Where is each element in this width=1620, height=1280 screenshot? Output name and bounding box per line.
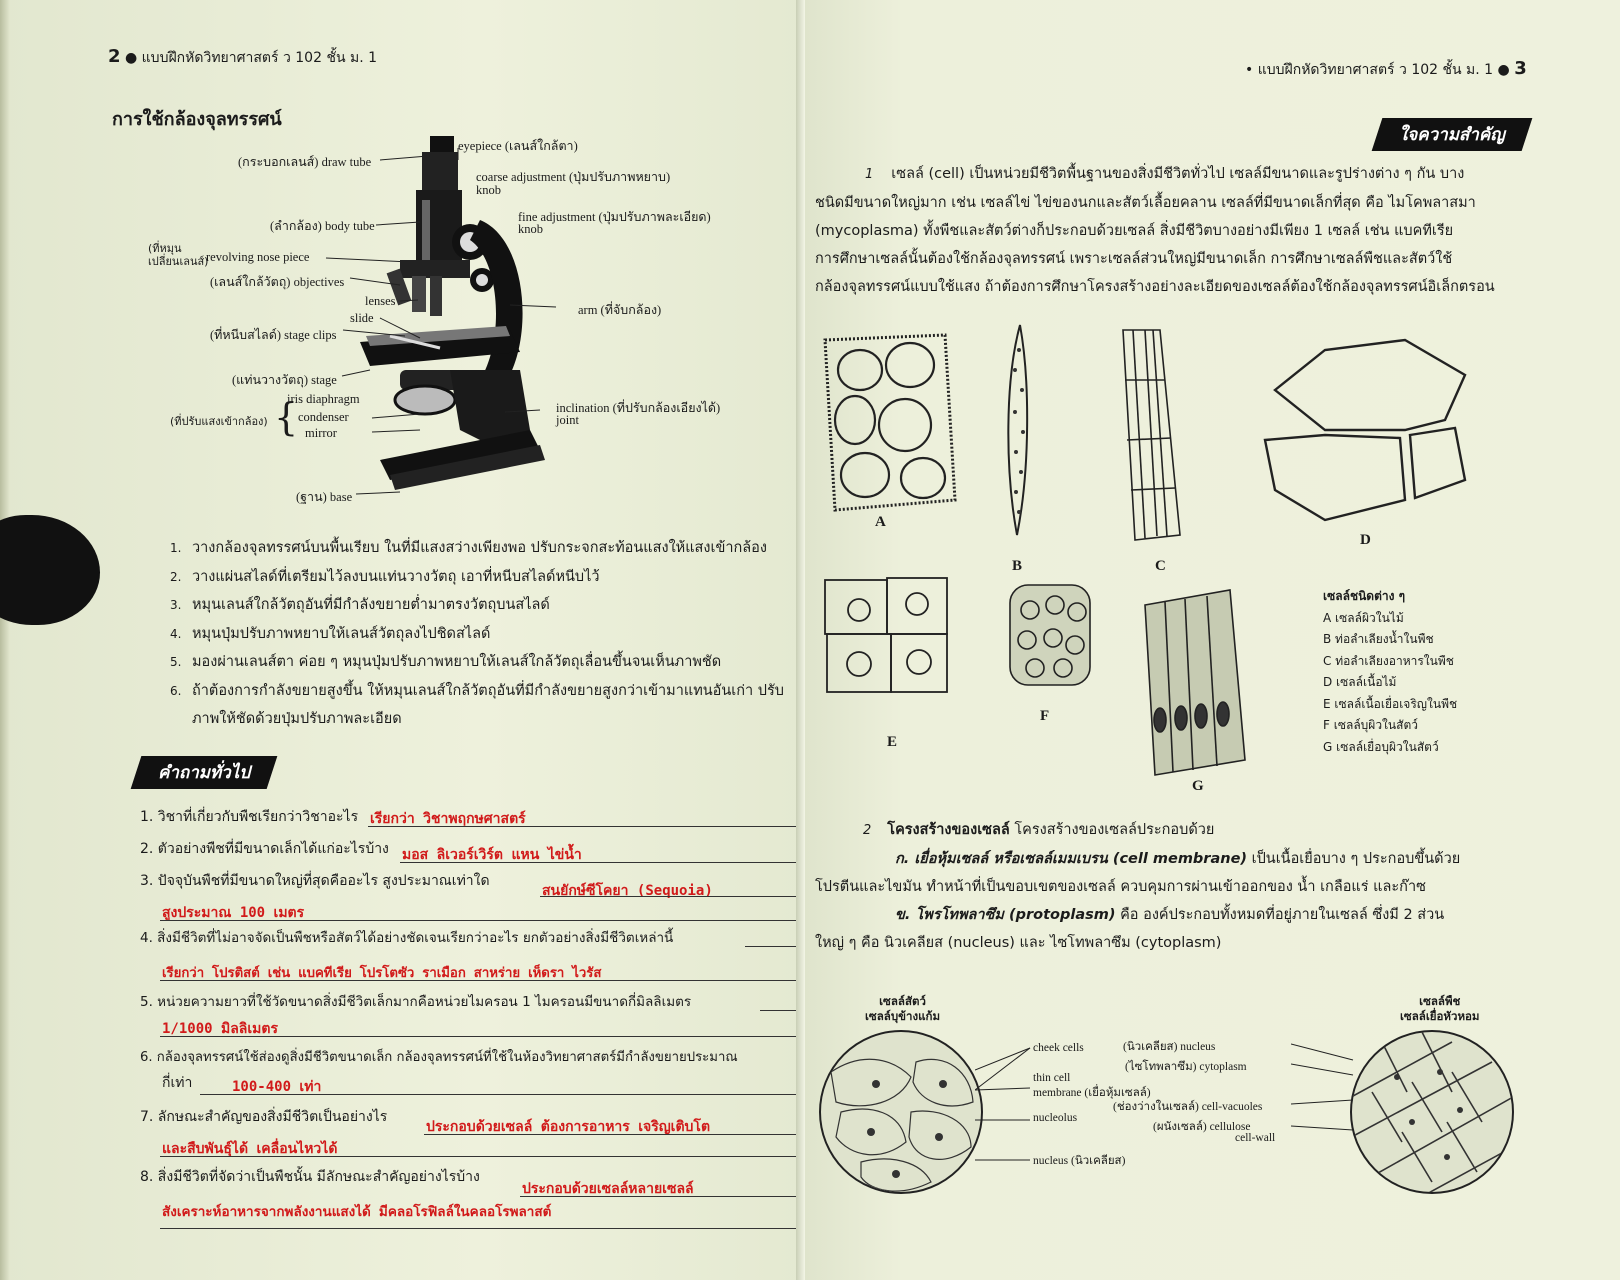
- point-1-line: (mycoplasma) ทั้งพืชและสัตว์ต่างก็ประกอบด้วยเซลล์ สิ่งมีชีวิตบางอย่างมีเพียง 1 เซลล์ เช่น แบคทีเรีย: [815, 223, 1454, 239]
- point-2a-line: [815, 845, 1610, 873]
- question-3: 3. ปัจจุบันพืชที่มีขนาดใหญ่ที่สุดคืออะไร สูงประมาณเท่าใด: [140, 873, 490, 889]
- cell-letter-b: B: [1012, 558, 1023, 574]
- label-arm: arm (ที่จับกล้อง): [578, 303, 662, 317]
- point-2b-head: ข. โพรโทพลาซึม (protoplasm): [895, 907, 1116, 923]
- answer-7b: และสืบพันธุ์ได้ เคลื่อนไหวได้: [162, 1141, 338, 1157]
- label-lenses: lenses: [365, 294, 396, 308]
- answer-line: [424, 1134, 800, 1135]
- label-stage-clips: (ที่หนีบสไลด์) stage clips: [210, 328, 337, 342]
- cell-illustration-e: [825, 578, 947, 692]
- cell-illustration-a: [825, 335, 955, 510]
- answer-2: มอส ลิเวอร์เวิร์ต แหน ไข่น้ำ: [402, 847, 582, 863]
- label-cheek-cells: cheek cells: [1033, 1042, 1084, 1054]
- label-thin-cell: thin cell: [1033, 1072, 1071, 1084]
- cell-letter-g: G: [1192, 778, 1204, 794]
- question-5: 5. หน่วยความยาวที่ใช้วัดขนาดสิ่งมีชีวิตเล็กมากคือหน่วยไมครอน 1 ไมครอนมีขนาดกี่มิลลิเมตร: [140, 994, 692, 1010]
- answer-1: เรียกว่า วิชาพฤกษศาสตร์: [370, 811, 526, 827]
- answer-7a: ประกอบด้วยเซลล์ ต้องการอาหาร เจริญเติบโต: [426, 1119, 711, 1135]
- answer-3a: สนยักษ์ซีโคยา (Sequoia): [542, 883, 713, 899]
- label-body-tube: (ลำกล้อง) body tube: [270, 219, 375, 233]
- legend-item: D เซลล์เนื้อไม้: [1323, 675, 1397, 689]
- question-6: 6. กล้องจุลทรรศน์ใช้ส่องดูสิ่งมีชีวิตขนาดเล็ก กล้องจุลทรรศน์ที่ใช้ในห้องวิทยาศาสตร์มีกำลังขยายประมาณ: [140, 1050, 738, 1065]
- step-item: 5. มองผ่านเลนส์ตา ค่อย ๆ หมุนปุ่มปรับภาพหยาบให้เลนส์ใกล้วัตถุเลื่อนขึ้นจนเห็นภาพชัด: [170, 654, 722, 670]
- label-revolving-nosepiece: revolving nose piece: [206, 250, 310, 264]
- answer-line: [160, 920, 800, 921]
- legend-item: B ท่อลำเลียงน้ำในพืช: [1323, 632, 1434, 646]
- label-coarse-adjustment: coarse adjustment (ปุ่มปรับภาพหยาบ): [476, 170, 671, 184]
- left-page-number: 2: [108, 46, 121, 67]
- point-2b-line: [815, 901, 1610, 929]
- point-1-line: 1 เซลล์ (cell) เป็นหน่วยมีชีวิตพื้นฐานของสิ่งมีชีวิตทั่วไป เซลล์มีขนาดและรูปร่างต่าง ๆ กัน บาง: [865, 166, 1465, 182]
- point-1-number: 1: [865, 167, 874, 182]
- label-fine-knob: knob: [518, 222, 543, 236]
- point-2-line: [815, 816, 1610, 845]
- right-page: [805, 0, 1620, 1280]
- legend-item: A เซลล์ผิวในไม้: [1323, 610, 1404, 625]
- cell-illustration-b: [1008, 325, 1027, 535]
- label-iris-diaphragm: iris diaphragm: [287, 392, 360, 406]
- point-2b-text: คือ องค์ประกอบทั้งหมดที่อยู่ภายในเซลล์ ซึ่งมี 2 ส่วน: [1120, 907, 1445, 923]
- answer-line: [160, 1156, 800, 1157]
- cell-letter-a: A: [875, 514, 886, 530]
- point-2-paragraph: [815, 816, 1610, 957]
- cell-letter-c: C: [1155, 558, 1166, 574]
- animal-cell-title: เซลล์สัตว์: [879, 994, 926, 1008]
- label-cellulose: (ผนังเซลล์) cellulose: [1153, 1121, 1251, 1133]
- right-header: [1245, 58, 1527, 81]
- point-2-number: 2: [863, 823, 872, 838]
- label-membrane: membrane (เยื่อหุ้มเซลล์): [1033, 1087, 1151, 1099]
- label-cell-vacuoles: (ช่องว่างในเซลล์) cell-vacuoles: [1113, 1101, 1263, 1113]
- answer-line: [368, 826, 800, 827]
- label-slide: slide: [350, 311, 374, 325]
- left-page: [0, 0, 805, 1280]
- point-2-text: โครงสร้างของเซลล์ประกอบด้วย: [1014, 822, 1215, 838]
- answer-line: [540, 896, 800, 897]
- label-stage: (แท่นวางวัตถุ) stage: [232, 373, 337, 387]
- point-2a-text: เป็นเนื้อเยื่อบาง ๆ ประกอบขึ้นด้วย: [1251, 851, 1461, 867]
- cell-letter-f: F: [1040, 708, 1050, 724]
- answer-8a: ประกอบด้วยเซลล์หลายเซลล์: [522, 1181, 694, 1197]
- question-1: 1. วิชาที่เกี่ยวกับพืชเรียกว่าวิชาอะไร: [140, 809, 359, 825]
- point-2-title: โครงสร้างของเซลล์: [887, 822, 1010, 838]
- question-8: 8. สิ่งมีชีวิตที่จัดว่าเป็นพืชนั้น มีลักษณะสำคัญอย่างไรบ้าง: [140, 1169, 480, 1185]
- label-fine-adjustment: fine adjustment (ปุ่มปรับภาพละเอียด): [518, 210, 711, 224]
- step-continuation: ภาพให้ชัดด้วยปุ่มปรับภาพละเอียด: [192, 711, 402, 727]
- label-joint: joint: [556, 413, 579, 427]
- plant-cell-subtitle: เซลล์เยื่อหัวหอม: [1400, 1009, 1480, 1023]
- label-cell-wall: cell-wall: [1235, 1132, 1276, 1144]
- plant-cell-title: เซลล์พืช: [1419, 994, 1461, 1008]
- legend-item: G เซลล์เยื่อบุผิวในสัตว์: [1323, 739, 1439, 754]
- label-plant-nucleus: (นิวเคลียส) nucleus: [1123, 1041, 1216, 1053]
- point-2b-line2: ใหญ่ ๆ คือ นิวเคลียส (nucleus) และ ไซโทพลาซึม (cytoplasm): [815, 935, 1222, 951]
- answer-8b: สังเคราะห์อาหารจากพลังงานแสงได้ มีคลอโรฟิลล์ในคลอโรพลาสต์: [162, 1204, 552, 1220]
- step-item: 2. วางแผ่นสไลด์ที่เตรียมไว้ลงบนแท่นวางวัตถุ เอาที่หนีบสไลด์หนีบไว้: [170, 568, 600, 585]
- question-4: 4. สิ่งมีชีวิตที่ไม่อาจจัดเป็นพืชหรือสัตว์ได้อย่างชัดเจนเรียกว่าอะไร ยกตัวอย่างสิ่งมีชีวิตเหล่านี้: [140, 930, 674, 946]
- point-1-line: การศึกษาเซลล์นั้นต้องใช้กล้องจุลทรรศน์ เพราะเซลล์ส่วนใหญ่มีขนาดเล็ก การศึกษาเซลล์พืชและสัตว์ใช้: [815, 251, 1453, 267]
- question-7: 7. ลักษณะสำคัญของสิ่งมีชีวิตเป็นอย่างไร: [140, 1109, 388, 1125]
- section-title: การใช้กล้องจุลทรรศน์: [112, 109, 282, 130]
- answer-line: [745, 946, 800, 947]
- answer-4: เรียกว่า โปรติสต์ เช่น แบคทีเรีย โปรโตซัว ราเมือก สาหร่าย เห็ดรา ไวรัส: [162, 966, 602, 981]
- question-2: 2. ตัวอย่างพืชที่มีขนาดเล็กได้แก่อะไรบ้าง: [140, 841, 389, 857]
- answer-line: [160, 1228, 800, 1229]
- label-cytoplasm: (ไซโทพลาซึม) cytoplasm: [1125, 1061, 1247, 1073]
- point-1-paragraph: [815, 160, 1610, 301]
- thumb-shadow: [0, 515, 100, 625]
- key-points-tag: ใจความสำคัญ: [1372, 118, 1532, 151]
- answer-line: [520, 1196, 800, 1197]
- plant-cells-drawing: [1352, 1032, 1512, 1192]
- cell-types-illustration: [805, 320, 1620, 790]
- legend-item: E เซลล์เนื้อเยื่อเจริญในพืช: [1323, 696, 1458, 711]
- point-2a-head: ก. เยื่อหุ้มเซลล์ หรือเซลล์เมมเบรน (cell membrane): [895, 851, 1248, 867]
- right-book-title: แบบฝึกหัดวิทยาศาสตร์ ว 102 ชั้น ม. 1: [1257, 62, 1494, 78]
- bullet-icon: ●: [124, 50, 138, 66]
- plant-cell-diagram: [1350, 1030, 1514, 1194]
- cell-letter-e: E: [887, 734, 898, 750]
- usage-steps: [170, 536, 784, 730]
- label-inclination: inclination (ที่ปรับกล้องเอียงได้): [556, 401, 721, 415]
- answer-line: [160, 1036, 800, 1037]
- brace-icon: {: [274, 395, 299, 439]
- legend-item: F เซลล์บุผิวในสัตว์: [1323, 718, 1418, 732]
- label-light-thai: (ที่ปรับแสงเข้ากล้อง): [170, 415, 268, 428]
- answer-line: [400, 862, 800, 863]
- label-mirror: mirror: [305, 426, 337, 440]
- cell-illustration-g: [1145, 590, 1245, 775]
- cell-legend: [1323, 586, 1457, 758]
- question-6-cont: กี่เท่า: [162, 1075, 193, 1091]
- label-objectives: (เลนส์ใกล้วัตถุ) objectives: [210, 275, 345, 289]
- cell-illustration-c: [1123, 330, 1180, 540]
- answer-5: 1/1000 มิลลิเมตร: [162, 1021, 279, 1037]
- microscope-leader-lines: [0, 0, 805, 520]
- animal-cell-diagram: [819, 1030, 983, 1194]
- cell-letter-d: D: [1360, 532, 1371, 548]
- point-1-line: ชนิดมีขนาดใหญ่มาก เช่น เซลล์ไข่ ไข่ของนกและสัตว์เลื้อยคลาน เซลล์ที่มีขนาดเล็กที่สุด คือ ไมโคพลาสมา: [815, 195, 1476, 211]
- label-nose-thai: (ที่หมุน เปลี่ยนเลนส์): [148, 242, 209, 268]
- answer-line: [760, 1010, 800, 1011]
- label-coarse-knob: knob: [476, 183, 501, 197]
- plant-leader-lines: [1291, 1030, 1355, 1160]
- bullet-icon: ●: [1497, 62, 1510, 78]
- answer-6: 100-400 เท่า: [232, 1079, 322, 1095]
- label-animal-nucleus: nucleus (นิวเคลียส): [1033, 1155, 1126, 1167]
- step-item: 3. หมุนเลนส์ใกล้วัตถุอันที่มีกำลังขยายต่ำมาตรงวัตถุบนสไลด์: [170, 597, 550, 613]
- animal-leader-lines: [975, 1030, 1035, 1190]
- label-condenser: condenser: [298, 410, 349, 424]
- animal-cells-drawing: [821, 1032, 981, 1192]
- step-item: 1. วางกล้องจุลทรรศน์บนพื้นเรียบ ในที่มีแสงสว่างเพียงพอ ปรับกระจกสะท้อนแสงให้แสงเข้ากล้อง: [170, 540, 767, 556]
- legend-item: C ท่อลำเลียงอาหารในพืช: [1323, 653, 1454, 668]
- plant-cell-title-block: [1400, 994, 1480, 1024]
- answer-3b: สูงประมาณ 100 เมตร: [162, 905, 305, 921]
- cell-illustration-d: [1265, 340, 1465, 520]
- cell-illustration-f: [1010, 585, 1090, 685]
- bullet-icon: •: [1245, 62, 1254, 78]
- answer-line: [160, 980, 800, 981]
- step-item: 4. หมุนปุ่มปรับภาพหยาบให้เลนส์วัตถุลงไปชิดสไลด์: [170, 625, 491, 642]
- legend-title: เซลล์ชนิดต่าง ๆ: [1323, 589, 1406, 603]
- label-draw-tube: (กระบอกเลนส์) draw tube: [238, 155, 372, 169]
- answer-line: [200, 1094, 800, 1095]
- label-base: (ฐาน) base: [296, 490, 353, 504]
- left-book-title: แบบฝึกหัดวิทยาศาสตร์ ว 102 ชั้น ม. 1: [141, 50, 378, 66]
- point-1-line: กล้องจุลทรรศน์แบบใช้แสง ถ้าต้องการศึกษาโครงสร้างอย่างละเอียดของเซลล์ต้องใช้กล้องจุลทรรศน์อิเล็กตรอน: [815, 279, 1495, 295]
- step-item: 6. ถ้าต้องการกำลังขยายสูงขึ้น ให้หมุนเลนส์ใกล้วัตถุอันที่มีกำลังขยายสูงกว่าเข้ามาแทนอันเก่า ปรับ: [170, 682, 784, 699]
- questions-tag: คำถามทั่วไป: [131, 756, 278, 789]
- animal-cell-title-block: [865, 994, 940, 1024]
- right-page-number: 3: [1514, 58, 1527, 79]
- label-nucleolus: nucleolus: [1033, 1112, 1078, 1124]
- point-2a-line2: โปรตีนและไขมัน ทำหน้าที่เป็นขอบเขตของเซลล์ ควบคุมการผ่านเข้าออกของ น้ำ เกลือแร่ และก๊าซ: [815, 879, 1426, 895]
- animal-cell-subtitle: เซลล์บุข้างแก้ม: [865, 1009, 941, 1023]
- label-eyepiece: eyepiece (เลนส์ใกล้ตา): [458, 139, 578, 153]
